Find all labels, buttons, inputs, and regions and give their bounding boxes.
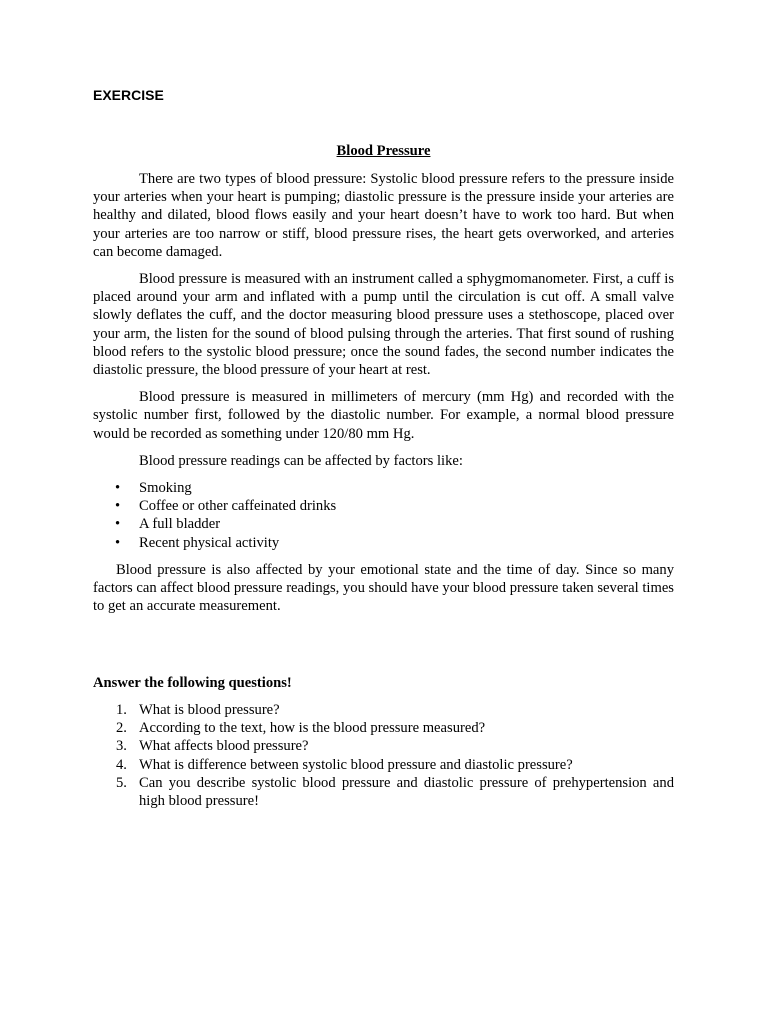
- factors-list: [93, 479, 674, 552]
- question-number: 3.: [116, 738, 127, 755]
- article-body: [93, 170, 674, 624]
- factor-text: Recent physical activity: [139, 534, 280, 551]
- list-item: [93, 497, 674, 515]
- bullet-icon: •: [115, 498, 121, 515]
- paragraph-units: Blood pressure is measured in millimeters of mercury (mm Hg) and recorded with the systolic number first, followed by the diastolic number. For example, a normal blood pressure would be recorded as something under 120/80 mm Hg.: [93, 389, 674, 442]
- list-item: [93, 479, 674, 497]
- question-number: 2.: [116, 720, 127, 737]
- list-item: [93, 534, 674, 552]
- bullet-icon: •: [115, 534, 121, 551]
- question-text: Can you describe systolic blood pressure and diastolic pressure of prehypertension and high blood pressure!: [139, 774, 674, 810]
- list-item: [93, 515, 674, 533]
- question-text: According to the text, how is the blood pressure measured?: [139, 720, 486, 737]
- question-item: [93, 756, 674, 774]
- paragraph-factors-intro: Blood pressure readings can be affected by factors like:: [139, 452, 463, 469]
- questions-list: [93, 701, 674, 810]
- question-item: [93, 774, 674, 810]
- question-item: [93, 719, 674, 737]
- factor-text: A full bladder: [139, 516, 221, 533]
- question-text: What is blood pressure?: [139, 702, 280, 718]
- bullet-icon: •: [115, 480, 121, 497]
- question-text: What is difference between systolic blood pressure and diastolic pressure?: [139, 756, 573, 773]
- paragraph-types: There are two types of blood pressure: Systolic blood pressure refers to the pressure inside your arteries when your heart is pumping; diastolic pressure is the pressure inside your arteries are healthy and dilated, blood flows easily and your heart doesn’t have to work too hard. But when your arteries are too narrow or stiff, blood pressure rises, the heart gets overworked, and arteries can become damaged.: [93, 171, 674, 260]
- exercise-heading: EXERCISE: [93, 87, 164, 103]
- question-number: 4.: [116, 756, 127, 773]
- bullet-icon: •: [115, 516, 121, 533]
- question-text: What affects blood pressure?: [139, 738, 309, 755]
- paragraph-measurement: Blood pressure is measured with an instrument called a sphygmomanometer. First, a cuff is placed around your arm and inflated with a pump until the circulation is cut off. A small valve slowly deflates the cuff, and the doctor measuring blood pressure uses a stethoscope, placed over your arm, the listen for the sound of blood pulsing through the arteries. That first sound of rushing blood refers to the systolic blood pressure; once the sound fades, the second number indicates the diastolic pressure, the blood pressure of your heart at rest.: [93, 271, 674, 379]
- paragraph-closing: Blood pressure is also affected by your emotional state and the time of day. Since so many factors can affect blood pressure readings, you should have your blood pressure taken several times to get an accurate measurement.: [93, 561, 674, 615]
- question-number: 5.: [116, 774, 127, 791]
- question-item: [93, 701, 674, 719]
- document-title: Blood Pressure: [336, 143, 431, 159]
- factor-text: Smoking: [139, 480, 192, 497]
- question-number: 1.: [116, 702, 127, 718]
- question-item: [93, 737, 674, 755]
- factor-text: Coffee or other caffeinated drinks: [139, 498, 337, 515]
- questions-title: Answer the following questions!: [93, 675, 292, 691]
